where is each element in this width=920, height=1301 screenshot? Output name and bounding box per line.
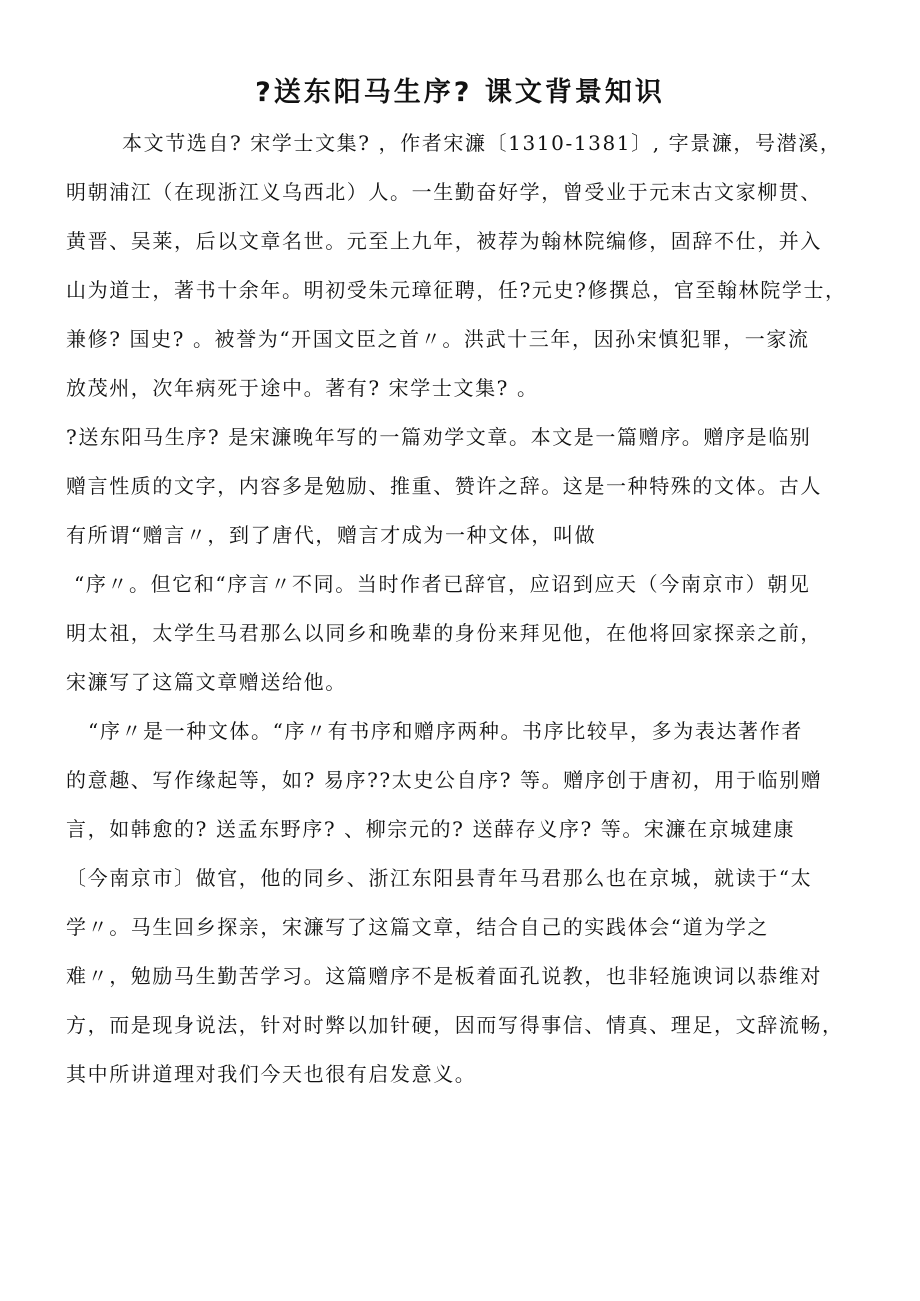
text-line: 兼修? 国史? 。被誉为“开国文臣之首〃。洪武十三年，因孙宋慎犯罪，一家流 [66, 327, 810, 351]
text-line: 的意趣、写作缘起等，如? 易序??太史公自序? 等。赠序创于唐初，用于临别赠 [66, 768, 823, 792]
text-line: 〔今南京市〕做官，他的同乡、浙江东阳县青年马君那么也在京城，就读于“太 [66, 866, 813, 890]
text-line: 赠言性质的文字，内容多是勉励、推重、赞许之辞。这是一种特殊的文体。古人 [66, 474, 822, 498]
text-line: 黄晋、吴莱，后以文章名世。元至上九年，被荐为翰林院编修，固辞不仕，并入 [66, 229, 822, 253]
text-line: 学〃。马生回乡探亲，宋濂写了这篇文章，结合自己的实践体会“道为学之 [66, 915, 770, 939]
text-line: 本文节选自? 宋学士文集? ，作者宋濂〔1310-1381〕, 字景濂，号潜溪， [122, 131, 842, 155]
text-line: 言，如韩愈的? 送孟东野序? 、柳宗元的? 送薛存义序? 等。宋濂在京城建康 [66, 817, 796, 841]
text-line: ?送东阳马生序? 是宋濂晚年写的一篇劝学文章。本文是一篇赠序。赠序是临别 [66, 425, 812, 449]
text-line: 明太祖，太学生马君那么以同乡和晚辈的身份来拜见他，在他将回家探亲之前， [66, 621, 822, 645]
text-line: 其中所讲道理对我们今天也很有启发意义。 [66, 1062, 477, 1086]
text-line: “序〃。但它和“序言〃不同。当时作者已辞官，应诏到应天（今南京市）朝见 [74, 572, 811, 596]
text-line: 难〃，勉励马生勤苦学习。这篇赠序不是板着面孔说教，也非轻施谀词以恭维对 [66, 964, 822, 988]
text-line: 方，而是现身说法，针对时弊以加针硬，因而写得事信、情真、理足，文辞流畅， [66, 1013, 844, 1037]
text-line: “序〃是一种文体。“序〃有书序和赠序两种。书序比较早，多为表达著作者 [88, 719, 803, 743]
text-line: 宋濂写了这篇文章赠送给他。 [66, 670, 347, 694]
text-line: 有所谓“赠言〃，到了唐代，赠言才成为一种文体，叫做 [66, 523, 597, 547]
text-line: 明朝浦江（在现浙江义乌西北）人。一生勤奋好学，曾受业于元末古文家柳贯、 [66, 180, 822, 204]
text-line: 放茂州，次年病死于途中。著有? 宋学士文集? 。 [66, 376, 539, 400]
document-title: ?送东阳马生序? 课文背景知识 [255, 77, 665, 108]
text-line: 山为道士，著书十余年。明初受朱元璋征聘，任?元史?修撰总，官至翰林院学士， [66, 278, 847, 302]
